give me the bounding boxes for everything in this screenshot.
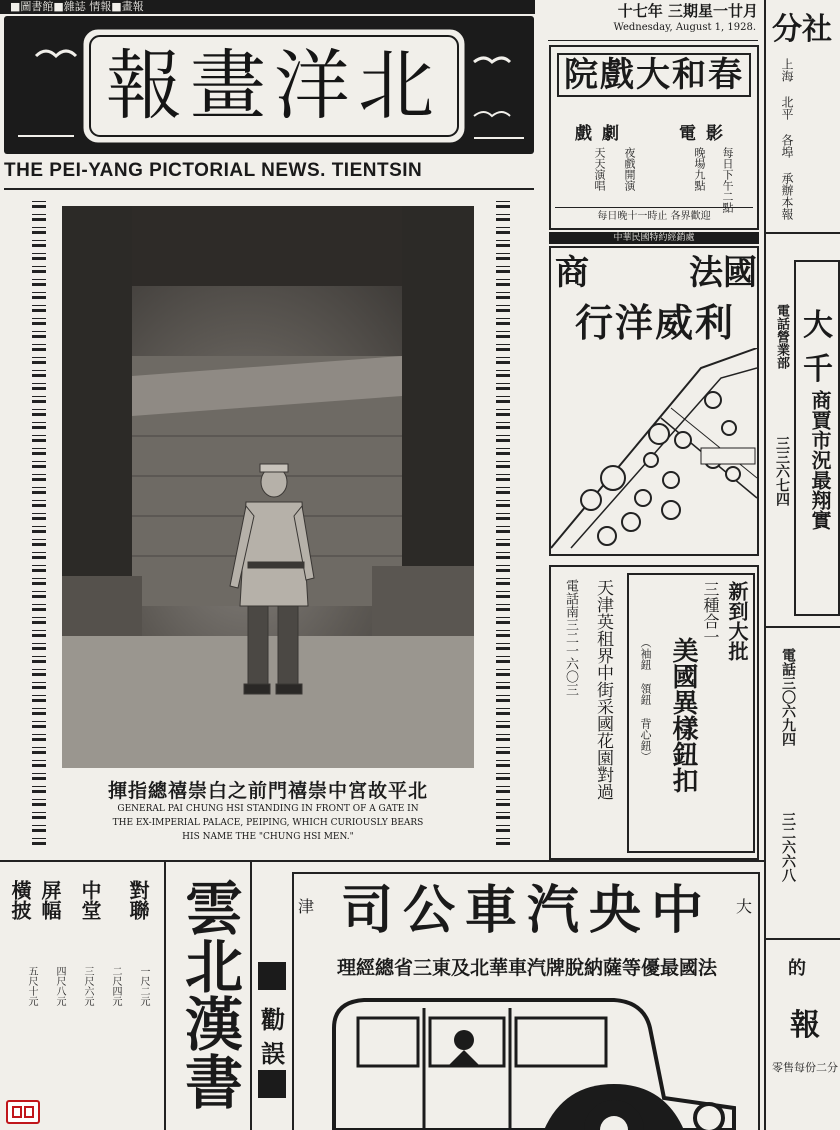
phone-3: 三二六六八 [780, 812, 796, 882]
gull-icon [36, 51, 76, 56]
buttons-new-arrival: 新到大批 [725, 581, 749, 661]
issue-date: 月廿一星期三 年七十 [617, 2, 758, 20]
auto-company-ad [292, 872, 760, 1130]
store-title-left: 商 [555, 253, 589, 293]
photo-caption-cn: 北平故宮中崇禧門前之白崇禧總指揮 [107, 780, 428, 802]
phone-number: 三三六七四 [774, 436, 790, 506]
small-ad-word: 誤 [261, 1039, 285, 1068]
store-ad-top: 中華民國特約經銷處 [549, 232, 759, 244]
photo-caption-en-1: GENERAL PAI CHUNG HSI STANDING IN FRONT OF A GATE IN [117, 804, 419, 814]
photo-border-left [32, 197, 46, 845]
photo-caption-en-2: THE EX-IMPERIAL PALACE, PEIPING, WHICH CURIOUSLY BEARS [112, 818, 424, 828]
store-title-right: 法國 [689, 253, 757, 293]
buttons-address: 天津英租界中街采國花園對過 [593, 579, 613, 800]
theater-footer: 每日晚十一時止 各界歡迎 [555, 207, 753, 225]
bottom-ad-label: 的 [788, 958, 806, 979]
store-title: 利威洋行 [574, 300, 735, 345]
theater-line: 天天演唱 [593, 147, 606, 191]
map-marker-icon [581, 392, 740, 545]
auto-side-left: 津 [298, 897, 315, 916]
top-strip: ■圖書館■雜誌 情報■畫報 [0, 0, 535, 14]
masthead-english: THE PEI-YANG PICTORIAL NEWS. TIENTSIN [4, 160, 423, 181]
phone-2: 電話三〇六九四 [780, 648, 796, 746]
branch-office-body: 上海 北平 各埠 承辦本報 [780, 58, 794, 220]
gull-icon [474, 58, 510, 62]
scroll-price: 五尺十元 [26, 966, 37, 1006]
scroll-price: 三尺六元 [82, 966, 93, 1006]
photo-illustration [62, 206, 474, 768]
buttons-variants: （袖鈕 領鈕 背心鈕） [639, 637, 652, 762]
dazhong-body: 商賈市況最翔實 [808, 390, 832, 530]
scroll-screen: 屏幅 [38, 880, 62, 920]
buttons-phone: 電話南三二一六〇三 [563, 579, 578, 696]
small-ad-word: 勸 [261, 1005, 285, 1034]
gull-icon [474, 112, 510, 116]
corner-logo [6, 1100, 40, 1124]
scroll-couplet: 對聯 [126, 880, 150, 920]
scroll-price: 二尺四元 [110, 966, 121, 1006]
masthead-banner [4, 16, 534, 154]
palace-gate-photo [62, 206, 474, 768]
headlamp-icon [695, 1104, 723, 1130]
bottom-ad-body: 零售每份二分 [772, 1061, 838, 1074]
theater-line: 夜戲開演 [623, 147, 636, 191]
scroll-brand: 雲北漢書 [175, 878, 243, 1110]
branch-office-title: 分社 [772, 12, 832, 47]
auto-company-subtitle: 法國最優等薩納脫牌汽車華北及東三省總經理 [336, 957, 717, 979]
scroll-price: 四尺八元 [54, 966, 65, 1006]
buttons-three-in-one: 三種合一 [701, 581, 720, 645]
auto-side-right: 大 [736, 897, 753, 916]
theater-line: 每日下午二點 [721, 147, 734, 213]
automobile-illustration [314, 988, 744, 1130]
theater-col-film: 電影 [679, 124, 733, 144]
scroll-horizontal: 橫披 [8, 880, 32, 920]
theater-line: 晚場九點 [693, 147, 706, 191]
masthead-title: 北洋畫報 [106, 41, 442, 130]
scroll-price: 一尺二元 [138, 966, 149, 1006]
buttons-ad [549, 565, 759, 860]
theater-title: 春和大戲院 [557, 53, 751, 97]
theater-ad [549, 45, 759, 230]
street-map [551, 348, 757, 553]
theater-col-drama: 戲劇 [575, 124, 629, 144]
phone-label: 電話營業部 [774, 304, 789, 369]
issue-date-english: Wednesday, August 1, 1928. [613, 22, 756, 33]
scroll-centerpiece: 中堂 [78, 880, 102, 920]
store-map-ad [549, 246, 759, 556]
photo-border-right [496, 197, 510, 845]
bottom-ad-title: 報 [790, 1008, 820, 1043]
auto-company-title: 中央汽車公司 [340, 880, 713, 941]
buttons-product: 美國異樣鈕扣 [668, 637, 698, 793]
driver-icon [454, 1030, 474, 1050]
photo-caption-en-3: HIS NAME THE "CHUNG HSI MEN." [182, 832, 354, 842]
dazhong-title: 大千 [803, 308, 833, 387]
